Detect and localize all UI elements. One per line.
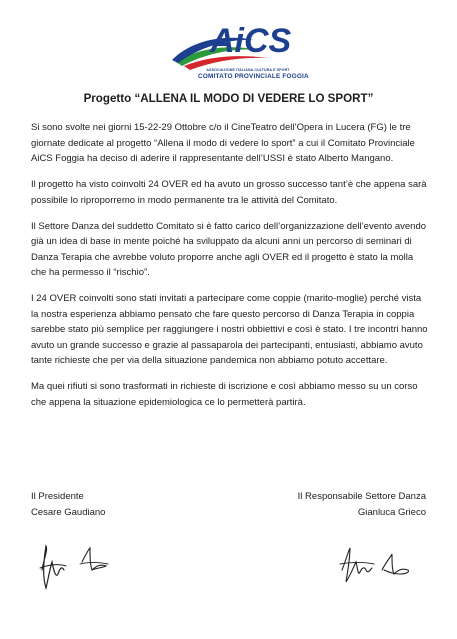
svg-text:AiCS: AiCS (210, 22, 292, 60)
dance-manager-role: Il Responsabile Settore Danza (297, 491, 426, 502)
aics-logo-graphic (168, 10, 318, 72)
dance-manager-name: Gianluca Grieco (357, 506, 426, 518)
dance-manager-signature (336, 540, 416, 590)
aics-logo (168, 10, 318, 82)
page-title: Progetto “ALLENA IL MODO DI VEDERE LO SPORT” (83, 92, 374, 105)
document-body (31, 120, 431, 421)
paragraph-4: I 24 OVER coinvolti sono stati invitati a partecipare come coppie (marito-moglie) perché vista la nostra esperienza abbiamo pensato che fare questo percorso di Danza Terapia in coppia sarebbe stato più semplice per raggiungere i nostri obbiettivi e così è stato. I tre incontri hanno avuto un grande successo e grazie al passaparola dei partecipanti, entusiasti, abbiamo avuto tante richieste che per via della situazione pandemica non abbiamo potuto accettare. (31, 293, 428, 366)
paragraph-5: Ma quei rifiuti si sono trasformati in richieste di iscrizione e così abbiamo messo su un corso che appena la situazione epidemiologica ce lo permetterà partirà. (31, 381, 418, 408)
signature-block-dance-manager (298, 489, 426, 520)
logo-subtitle: ASSOCIAZIONE ITALIANA CULTURA E SPORT (206, 68, 290, 72)
president-role: Il Presidente (31, 491, 84, 502)
paragraph-2: Il progetto ha visto coinvolti 24 OVER ed ha avuto un grosso successo tant’è che appena sarà possibile lo riproporremo in modo permanente tra le attività del Comitato. (31, 179, 427, 206)
president-signature (36, 528, 116, 598)
signature-block-president (31, 489, 105, 520)
president-name: Cesare Gaudiano (31, 506, 106, 518)
paragraph-1: Si sono svolte nei giorni 15-22-29 Ottobre c/o il CineTeatro dell’Opera in Lucera (FG) le tre giornate dedicate al progetto “Allena il modo di vedere lo sport” a cui il Comitato Provinciale AiCS Foggia ha deciso di aderire il rappresentante dell’USSI è stato Alberto Mangano. (31, 122, 415, 164)
logo-committee: COMITATO PROVINCIALE FOGGIA (198, 73, 309, 80)
paragraph-3: Il Settore Danza del suddetto Comitato si è fatto carico dell’organizzazione dell’evento avendo già un idea di base in mente poiché ha sviluppato da alcuni anni un percorso di seminari di Danza Terapia che avrebbe voluto proporre anche agli OVER ed il progetto è stato la molla che ha permesso il “rischio”. (31, 220, 427, 278)
